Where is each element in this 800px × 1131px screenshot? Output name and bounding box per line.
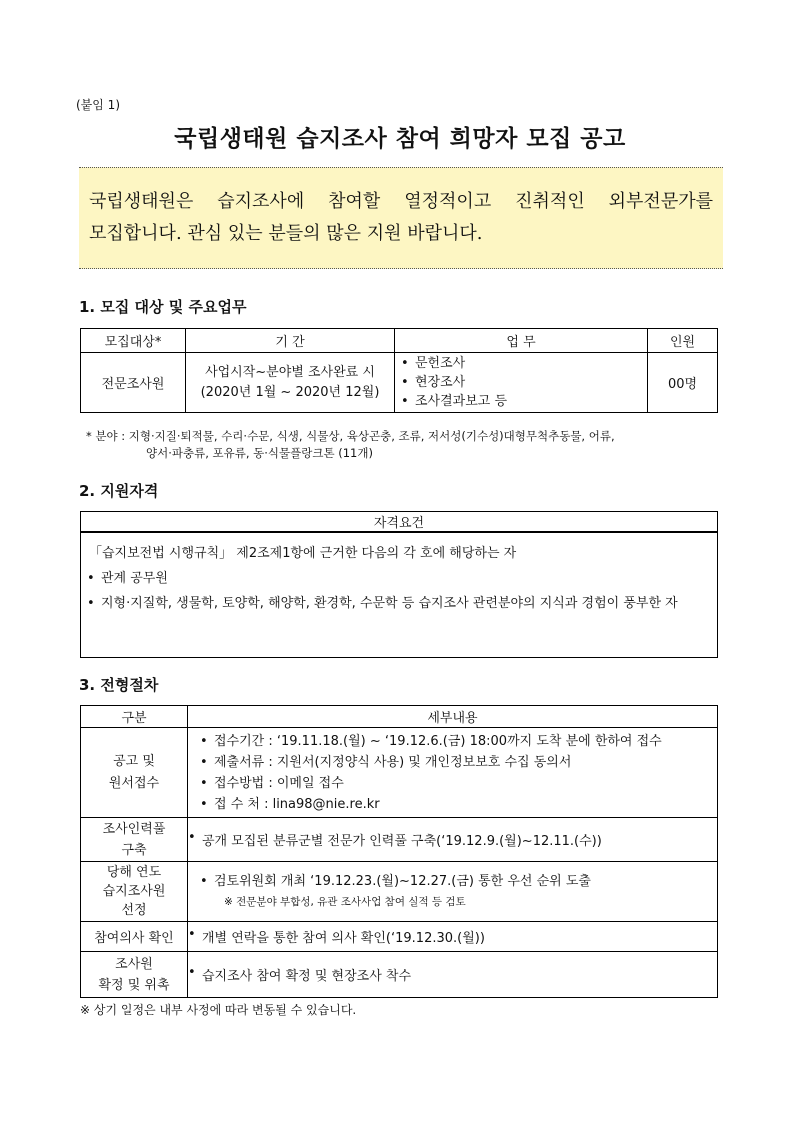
period-line: 사업시작~분야별 조사완료 시 <box>205 364 375 380</box>
procedure-detail <box>188 862 718 922</box>
field-footnote: * 분야 : 지형·지질·퇴적물, 수리·수문, 식생, 식물상, 육상곤충, 조류, 저서성(기수성)대형무척추동물, 어류, <box>86 429 615 443</box>
intro-word: 외부전문가를 <box>608 191 713 212</box>
label-line: 원서접수 <box>108 775 160 791</box>
section2-heading: 2. 지원자격 <box>79 482 159 500</box>
qualification-cell <box>81 532 718 658</box>
procedure-detail <box>188 952 718 998</box>
procedure-label <box>81 862 188 922</box>
task-item: • 문헌조사 <box>415 354 647 373</box>
label-line: 습지조사원 <box>102 884 166 899</box>
task-item: • 조사결과보고 등 <box>415 392 647 411</box>
intro-word: 열정적이고 <box>404 191 492 212</box>
label-line: 선정 <box>121 903 147 918</box>
procedure-table <box>80 705 718 998</box>
section1-heading: 1. 모집 대상 및 주요업무 <box>79 298 247 316</box>
label-line: 확정 및 위촉 <box>98 977 170 993</box>
count-cell: 00명 <box>648 353 718 413</box>
intro-line-2: 모집합니다. 관심 있는 분들의 많은 지원 바랍니다. <box>89 223 483 244</box>
procedure-label <box>81 728 188 818</box>
qualification-intro: 「습지보전법 시행규칙」 제2조제1항에 근거한 다음의 각 호에 해당하는 자 <box>89 546 517 561</box>
task-cell <box>395 353 648 413</box>
section3-heading: 3. 전형절차 <box>79 676 159 694</box>
label-line: 참여의사 확인 <box>94 931 174 946</box>
schedule-footnote: ※ 상기 일정은 내부 사정에 따라 변동될 수 있습니다. <box>80 1003 357 1017</box>
procedure-label <box>81 952 188 998</box>
intro-word: 습지조사에 <box>217 191 305 212</box>
col-count-header: 인원 <box>648 329 718 353</box>
qualification-table <box>80 511 718 658</box>
intro-word: 참여할 <box>328 191 381 212</box>
procedure-item: • 습지조사 참여 확정 및 현장조사 착수 <box>202 965 717 984</box>
procedure-detail <box>188 922 718 952</box>
intro-box <box>79 167 723 269</box>
procedure-detail <box>188 728 718 818</box>
procedure-item: • 제출서류 : 지원서(지정양식 사용) 및 개인정보보호 수집 동의서 <box>214 752 717 773</box>
intro-word: 국립생태원은 <box>89 191 194 212</box>
qualification-item: • 지형·지질학, 생물학, 토양학, 해양학, 환경학, 수문학 등 습지조사 관련분야의 지식과 경험이 풍부한 자 <box>101 591 707 616</box>
col-type-header: 구분 <box>81 706 188 728</box>
period-cell <box>186 353 395 413</box>
target-cell: 전문조사원 <box>81 353 186 413</box>
label-line: 조사인력풀 <box>102 821 166 837</box>
col-period-header: 기 간 <box>186 329 395 353</box>
qualification-item: • 관계 공무원 <box>101 566 707 591</box>
procedure-item: • 접 수 처 : lina98@nie.re.kr <box>214 794 717 815</box>
col-detail-header: 세부내용 <box>188 706 718 728</box>
label-line: 공고 및 <box>113 753 155 769</box>
qualification-header: 자격요건 <box>81 512 718 533</box>
procedure-item: • 검토위원회 개최 ‘19.12.23.(월)~12.27.(금) 통한 우선 순위 도출 <box>214 872 717 892</box>
procedure-subnote: ※ 전문분야 부합성, 유관 조사사업 참여 실적 등 검토 <box>224 895 466 908</box>
procedure-item: • 접수방법 : 이메일 접수 <box>214 773 717 794</box>
annex-label: (붙임 1) <box>76 98 120 112</box>
task-item: • 현장조사 <box>415 373 647 392</box>
intro-word: 진취적인 <box>515 191 585 212</box>
procedure-detail <box>188 818 718 862</box>
procedure-label <box>81 922 188 952</box>
label-line: 당해 연도 <box>106 865 162 880</box>
procedure-item: • 공개 모집된 분류군별 전문가 인력풀 구축(‘19.12.9.(월)~12.11.(수)) <box>202 830 717 849</box>
procedure-item: • 접수기간 : ‘19.11.18.(월) ~ ‘19.12.6.(금) 18:00까지 도착 분에 한하여 접수 <box>214 731 717 752</box>
procedure-item: • 개별 연락을 통한 참여 의사 확인(‘19.12.30.(월)) <box>202 927 717 946</box>
page-title: 국립생태원 습지조사 참여 희망자 모집 공고 <box>174 126 626 152</box>
recruit-table <box>80 328 718 413</box>
intro-line-1 <box>89 186 713 218</box>
field-footnote-cont: 양서·파충류, 포유류, 동·식물플랑크톤 (11개) <box>146 446 373 460</box>
col-target-header: 모집대상* <box>81 329 186 353</box>
procedure-label <box>81 818 188 862</box>
label-line: 조사원 <box>115 956 153 972</box>
col-task-header: 업 무 <box>395 329 648 353</box>
period-line: (2020년 1월 ~ 2020년 12월) <box>200 384 380 400</box>
label-line: 구축 <box>121 842 147 858</box>
